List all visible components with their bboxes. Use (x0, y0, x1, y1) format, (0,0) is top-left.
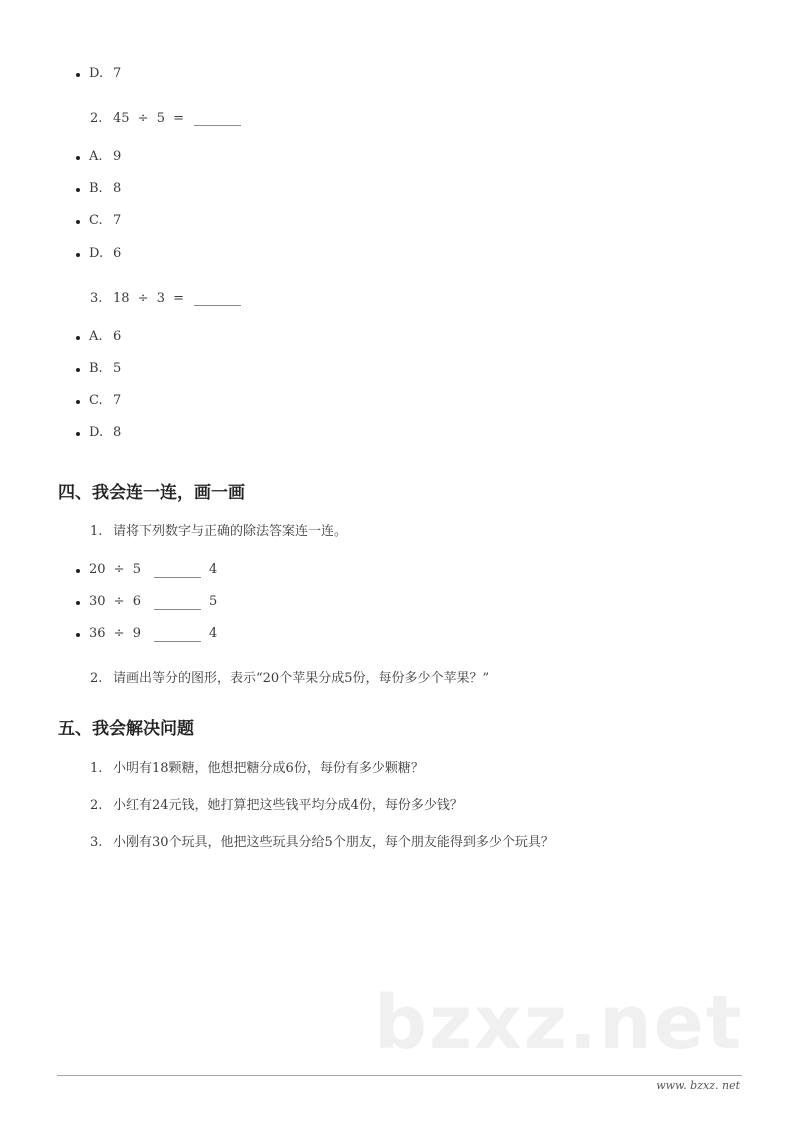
option-value: 6 (113, 246, 122, 261)
bullet-icon (76, 432, 80, 436)
option-letter: A. (89, 329, 103, 344)
option-value: 9 (113, 149, 122, 164)
answer-blank[interactable] (194, 125, 241, 126)
match-answer: 5 (209, 594, 218, 609)
connect-line[interactable] (154, 641, 201, 642)
connect-line[interactable] (154, 609, 201, 610)
bullet-icon (76, 601, 80, 605)
option-value: 6 (113, 329, 122, 344)
option-letter: D. (89, 425, 104, 440)
match-expression: 30 ÷ 6 (89, 594, 141, 609)
question-text: 请将下列数字与正确的除法答案连一连。 (113, 524, 348, 539)
option-letter: B. (89, 361, 103, 376)
watermark: bzxz.net (374, 980, 744, 1066)
footer-divider (57, 1075, 742, 1076)
option-value: 8 (113, 425, 122, 440)
bullet-icon (76, 368, 80, 372)
question-number: 2. (90, 111, 103, 126)
match-answer: 4 (209, 626, 218, 641)
bullet-icon (76, 253, 80, 257)
bullet-icon (76, 156, 80, 160)
bullet-icon (76, 188, 80, 192)
question-number: 2. (90, 671, 103, 686)
option-letter: D. (89, 246, 104, 261)
footer-url: www. bzxz. net (656, 1079, 740, 1092)
question-expression: 18 ÷ 3 = (113, 291, 184, 306)
bullet-icon (76, 220, 80, 224)
option-value: 5 (113, 361, 122, 376)
option-letter: D. (89, 66, 104, 81)
option-letter: C. (89, 213, 103, 228)
option-letter: C. (89, 393, 103, 408)
option-value: 7 (113, 213, 122, 228)
question-number: 1. (90, 524, 103, 539)
match-expression: 20 ÷ 5 (89, 562, 141, 577)
question-text: 小刚有30个玩具，他把这些玩具分给5个朋友，每个朋友能得到多少个玩具？ (113, 835, 554, 850)
question-expression: 45 ÷ 5 = (113, 111, 184, 126)
option-value: 7 (113, 66, 122, 81)
question-number: 2. (90, 798, 103, 813)
match-expression: 36 ÷ 9 (89, 626, 141, 641)
answer-blank[interactable] (194, 305, 241, 306)
option-value: 7 (113, 393, 122, 408)
connect-line[interactable] (154, 577, 201, 578)
question-number: 1. (90, 761, 103, 776)
bullet-icon (76, 73, 80, 77)
match-answer: 4 (209, 562, 218, 577)
option-letter: B. (89, 181, 103, 196)
option-value: 8 (113, 181, 122, 196)
section-heading-4: 四、我会连一连，画一画 (58, 483, 245, 503)
option-letter: A. (89, 149, 103, 164)
question-text: 请画出等分的图形，表示“20个苹果分成5份，每份多少个苹果？” (113, 671, 490, 686)
bullet-icon (76, 336, 80, 340)
question-text: 小红有24元钱，她打算把这些钱平均分成4份，每份多少钱？ (113, 798, 463, 813)
bullet-icon (76, 569, 80, 573)
question-number: 3. (90, 291, 103, 306)
question-number: 3. (90, 835, 103, 850)
question-text: 小明有18颗糖，他想把糖分成6份，每份有多少颗糖？ (113, 761, 424, 776)
bullet-icon (76, 633, 80, 637)
bullet-icon (76, 400, 80, 404)
section-heading-5: 五、我会解决问题 (58, 719, 194, 739)
